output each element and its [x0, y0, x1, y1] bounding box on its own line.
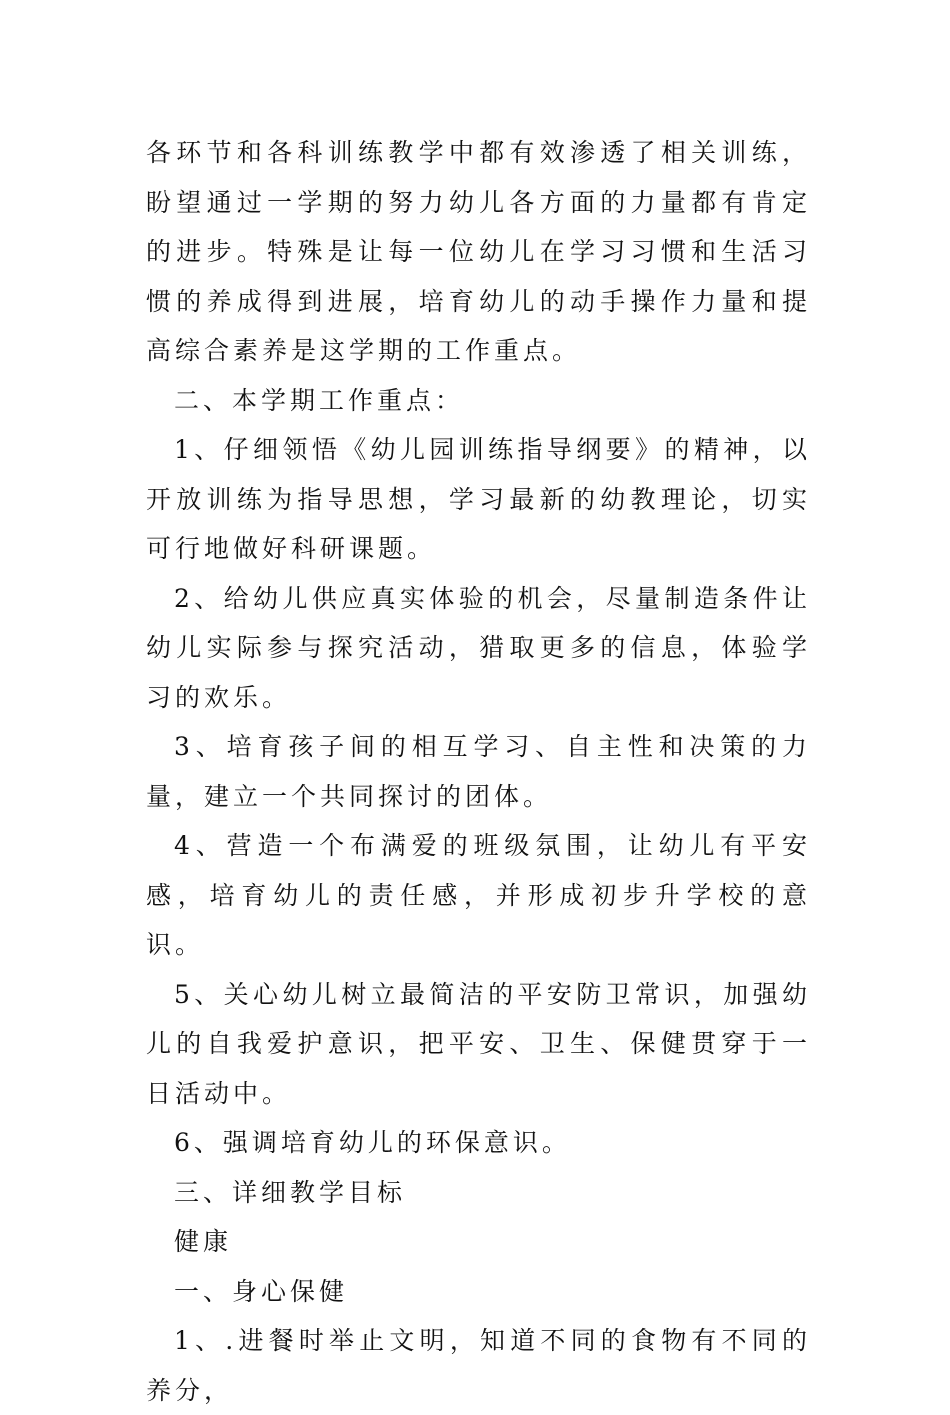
list-item-3: 3、培育孩子间的相互学习、自主性和决策的力量，建立一个共同探讨的团体。 — [146, 732, 811, 811]
heading-mind-body: 一、身心保健 — [174, 1276, 349, 1306]
list-item-2: 2、给幼儿供应真实体验的机会，尽量制造条件让幼儿实际参与探究活动，猎取更多的信息，体验学习的欢乐。 — [146, 583, 811, 712]
list-item-5: 5、关心幼儿树立最简洁的平安防卫常识，加强幼儿的自我爱护意识，把平安、卫生、保健贯穿于一日活动中。 — [146, 979, 811, 1108]
document-body — [146, 128, 811, 1415]
heading-teaching-goals: 三、详细教学目标 — [174, 1177, 407, 1207]
list-item-dining: 1、.进餐时举止文明，知道不同的食物有不同的养分， — [146, 1326, 811, 1405]
list-item-6: 6、强调培育幼儿的环保意识。 — [174, 1128, 571, 1157]
paragraph-continuation: 各环节和各科训练教学中都有效渗透了相关训练，盼望通过一学期的努力幼儿各方面的力量都有肯定的进步。特殊是让每一位幼儿在学习习惯和生活习惯的养成得到进展，培育幼儿的动手操作力量和提高综合素养是这学期的工作重点。 — [146, 138, 811, 365]
list-item-1: 1、仔细领悟《幼儿园训练指导纲要》的精神，以开放训练为指导思想，学习最新的幼教理论，切实可行地做好科研课题。 — [146, 435, 811, 563]
heading-work-focus: 二、本学期工作重点： — [174, 385, 465, 415]
list-item-4: 4、营造一个布满爱的班级氛围，让幼儿有平安感，培育幼儿的责任感，并形成初步升学校的意识。 — [146, 831, 811, 959]
heading-health: 健康 — [174, 1227, 233, 1256]
